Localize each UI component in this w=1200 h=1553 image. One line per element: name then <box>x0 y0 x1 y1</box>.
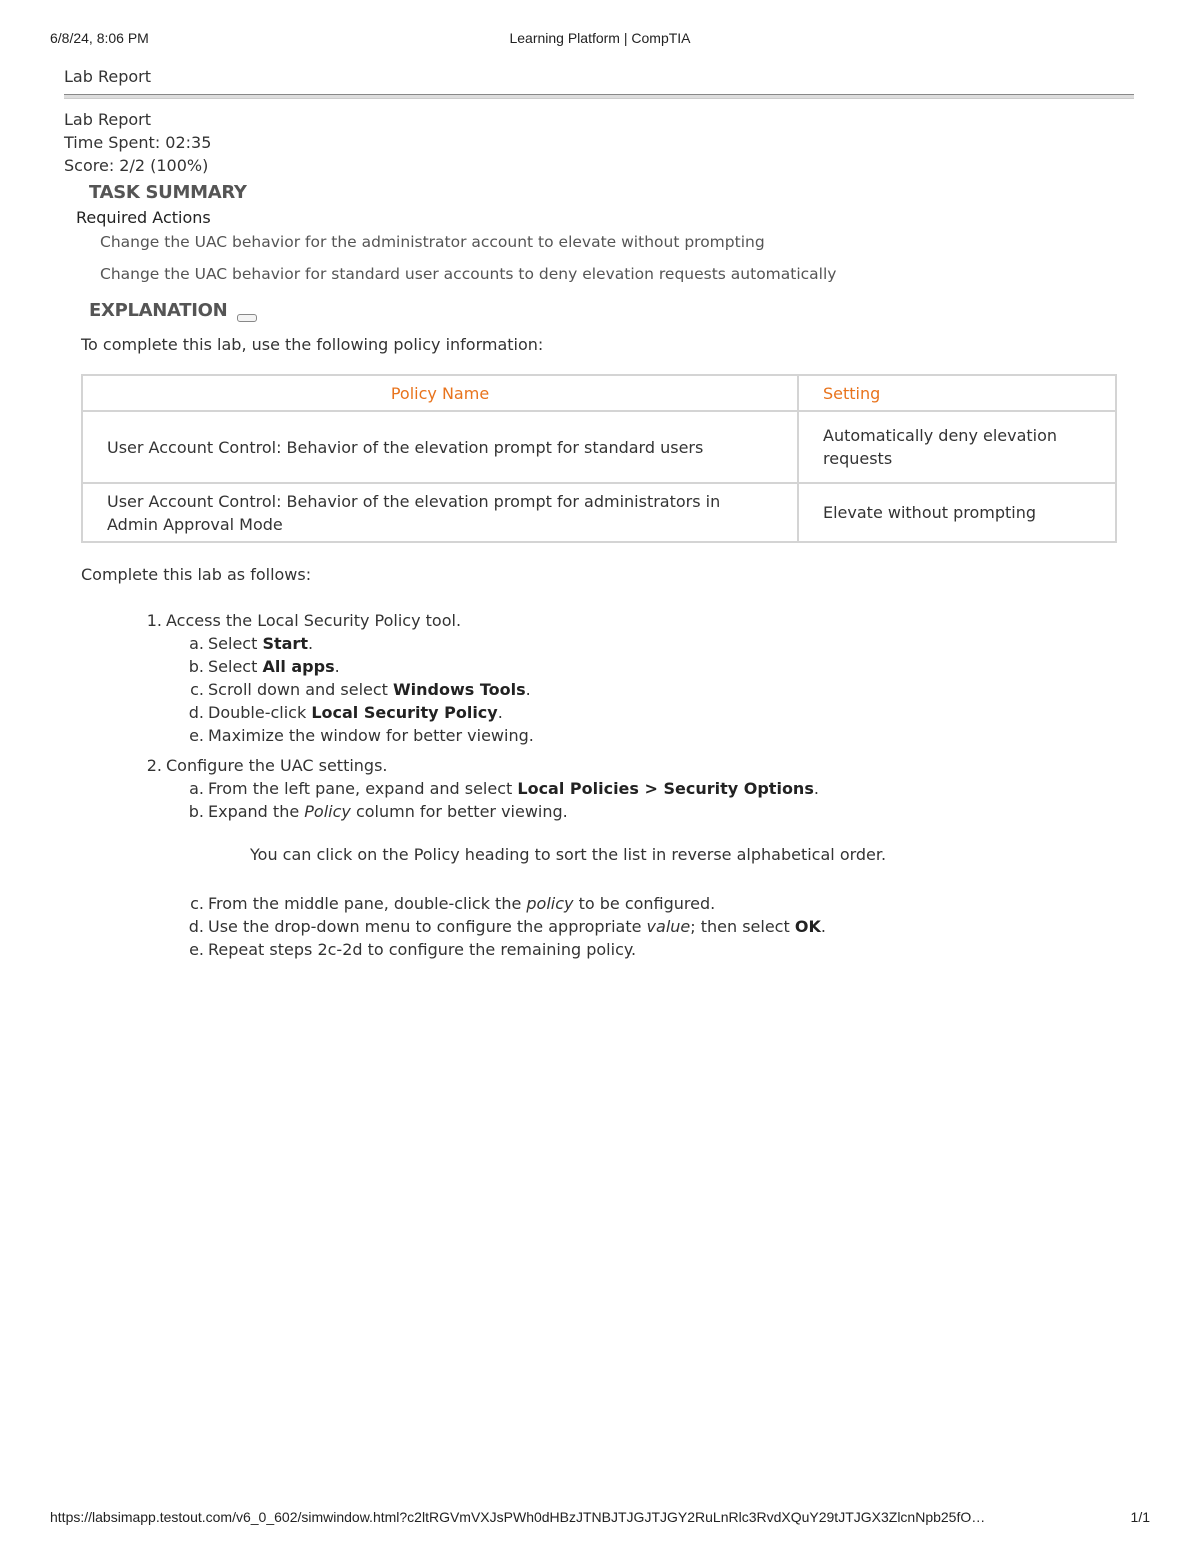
substep-text-end: column for better viewing. <box>350 802 568 821</box>
substep-letter: c. <box>190 680 204 699</box>
substep-bold: Local Security Policy <box>311 703 498 722</box>
substep-letter: a. <box>189 634 204 653</box>
print-url: https://labsimapp.testout.com/v6_0_602/simwindow.html?c2ltRGVmVXJsPWh0dHBzJTNBJTJGJTJGY2RuLnRlc3RvdXQuY29tJTJGX3ZlcnNpb25fO… <box>50 1509 986 1525</box>
substep-text-end: . <box>307 634 314 653</box>
step-text: Configure the UAC settings. <box>166 756 388 775</box>
substep-text-end: . <box>813 779 819 798</box>
policy-name-cell: User Account Control: Behavior of the elevation prompt for administrators in Admin Approval Mode <box>82 483 798 542</box>
substep-text-end: . <box>525 680 531 699</box>
substep-text: From the middle pane, double-click the <box>208 894 527 913</box>
setting-cell: Elevate without prompting <box>798 483 1116 542</box>
substep-item <box>184 701 1134 724</box>
substeps-list <box>184 777 1134 823</box>
substep-text-end: . <box>334 657 340 676</box>
tip-note: You can click on the Policy heading to sort the list in reverse alphabetical order. <box>250 845 887 864</box>
step-text: Access the Local Security Policy tool. <box>166 611 462 630</box>
policy-name-cell: User Account Control: Behavior of the elevation prompt for standard users <box>82 411 798 483</box>
explanation-heading-text: EXPLANATION <box>89 300 228 321</box>
substep-letter: b. <box>188 657 204 676</box>
print-date: 6/8/24, 8:06 PM <box>50 30 149 46</box>
required-action-item: Change the UAC behavior for the administrator account to elevate without prompting <box>100 233 765 251</box>
time-spent: Time Spent: 02:35 <box>64 133 212 152</box>
substep-text: Expand the <box>208 802 305 821</box>
substep-letter: d. <box>188 917 204 936</box>
print-footer <box>50 1509 1150 1525</box>
step-item <box>142 754 1134 961</box>
substeps-list <box>184 632 1134 747</box>
substep-item <box>184 800 1134 823</box>
task-summary-heading: TASK SUMMARY <box>89 182 247 203</box>
required-actions-label: Required Actions <box>76 208 211 227</box>
substep-text: Repeat steps 2c-2d to configure the remaining policy. <box>208 940 637 959</box>
substep-text: From the left pane, expand and select <box>208 779 518 798</box>
substep-italic: policy <box>526 894 574 913</box>
explanation-heading <box>89 298 1134 324</box>
substep-bold: Windows Tools <box>393 680 526 699</box>
report-meta <box>64 108 1134 177</box>
print-header <box>50 30 1150 46</box>
score: Score: 2/2 (100%) <box>64 156 209 175</box>
setting-header: Setting <box>798 375 1116 411</box>
substep-item <box>184 915 1134 938</box>
substep-letter: a. <box>189 779 204 798</box>
substep-text: Double-click <box>208 703 312 722</box>
substep-item <box>184 655 1134 678</box>
substep-text: Select <box>208 634 263 653</box>
header-divider <box>64 94 1134 99</box>
substep-item <box>184 938 1134 961</box>
substep-item <box>184 724 1134 747</box>
explanation-intro: To complete this lab, use the following policy information: <box>81 335 544 354</box>
substep-bold: All apps <box>262 657 335 676</box>
substep-item <box>184 777 1134 800</box>
substep-bold: OK <box>794 917 821 936</box>
table-row <box>82 483 1116 542</box>
page-number: 1/1 <box>1130 1509 1150 1525</box>
substep-text: Maximize the window for better viewing. <box>208 726 534 745</box>
substep-italic: Policy <box>304 802 351 821</box>
page-title: Lab Report <box>64 67 151 86</box>
substep-text-end: . <box>497 703 503 722</box>
substep-text: Scroll down and select <box>208 680 394 699</box>
lab-report-content <box>64 66 1134 968</box>
substep-item <box>184 632 1134 655</box>
substep-text: Use the drop-down menu to configure the appropriate <box>208 917 647 936</box>
policy-table <box>81 374 1117 543</box>
substep-item <box>184 892 1134 915</box>
substep-bold: Start <box>262 634 308 653</box>
substep-letter: b. <box>188 802 204 821</box>
substep-italic: value <box>646 917 691 936</box>
substep-letter: e. <box>189 940 204 959</box>
table-row <box>82 411 1116 483</box>
step-item <box>142 609 1134 747</box>
print-title: Learning Platform | CompTIA <box>509 30 691 46</box>
substep-text: Select <box>208 657 263 676</box>
complete-intro: Complete this lab as follows: <box>81 565 312 584</box>
substep-text-end: to be configured. <box>573 894 716 913</box>
substeps-list <box>184 892 1134 961</box>
report-label: Lab Report <box>64 110 151 129</box>
substep-item <box>184 678 1134 701</box>
required-action-item: Change the UAC behavior for standard user accounts to deny elevation requests automatically <box>100 265 837 283</box>
step-number: 2. <box>146 756 162 775</box>
policy-table-header <box>82 375 1116 411</box>
substep-letter: e. <box>189 726 204 745</box>
substep-letter: d. <box>188 703 204 722</box>
collapse-toggle-icon[interactable] <box>237 314 257 322</box>
substep-text-end: . <box>820 917 826 936</box>
substep-text-mid: ; then select <box>690 917 795 936</box>
setting-cell: Automatically deny elevation requests <box>798 411 1116 483</box>
substep-letter: c. <box>190 894 204 913</box>
policy-name-header: Policy Name <box>82 375 798 411</box>
substep-bold: Local Policies > Security Options <box>517 779 814 798</box>
steps-list <box>142 609 1134 961</box>
step-number: 1. <box>146 611 162 630</box>
